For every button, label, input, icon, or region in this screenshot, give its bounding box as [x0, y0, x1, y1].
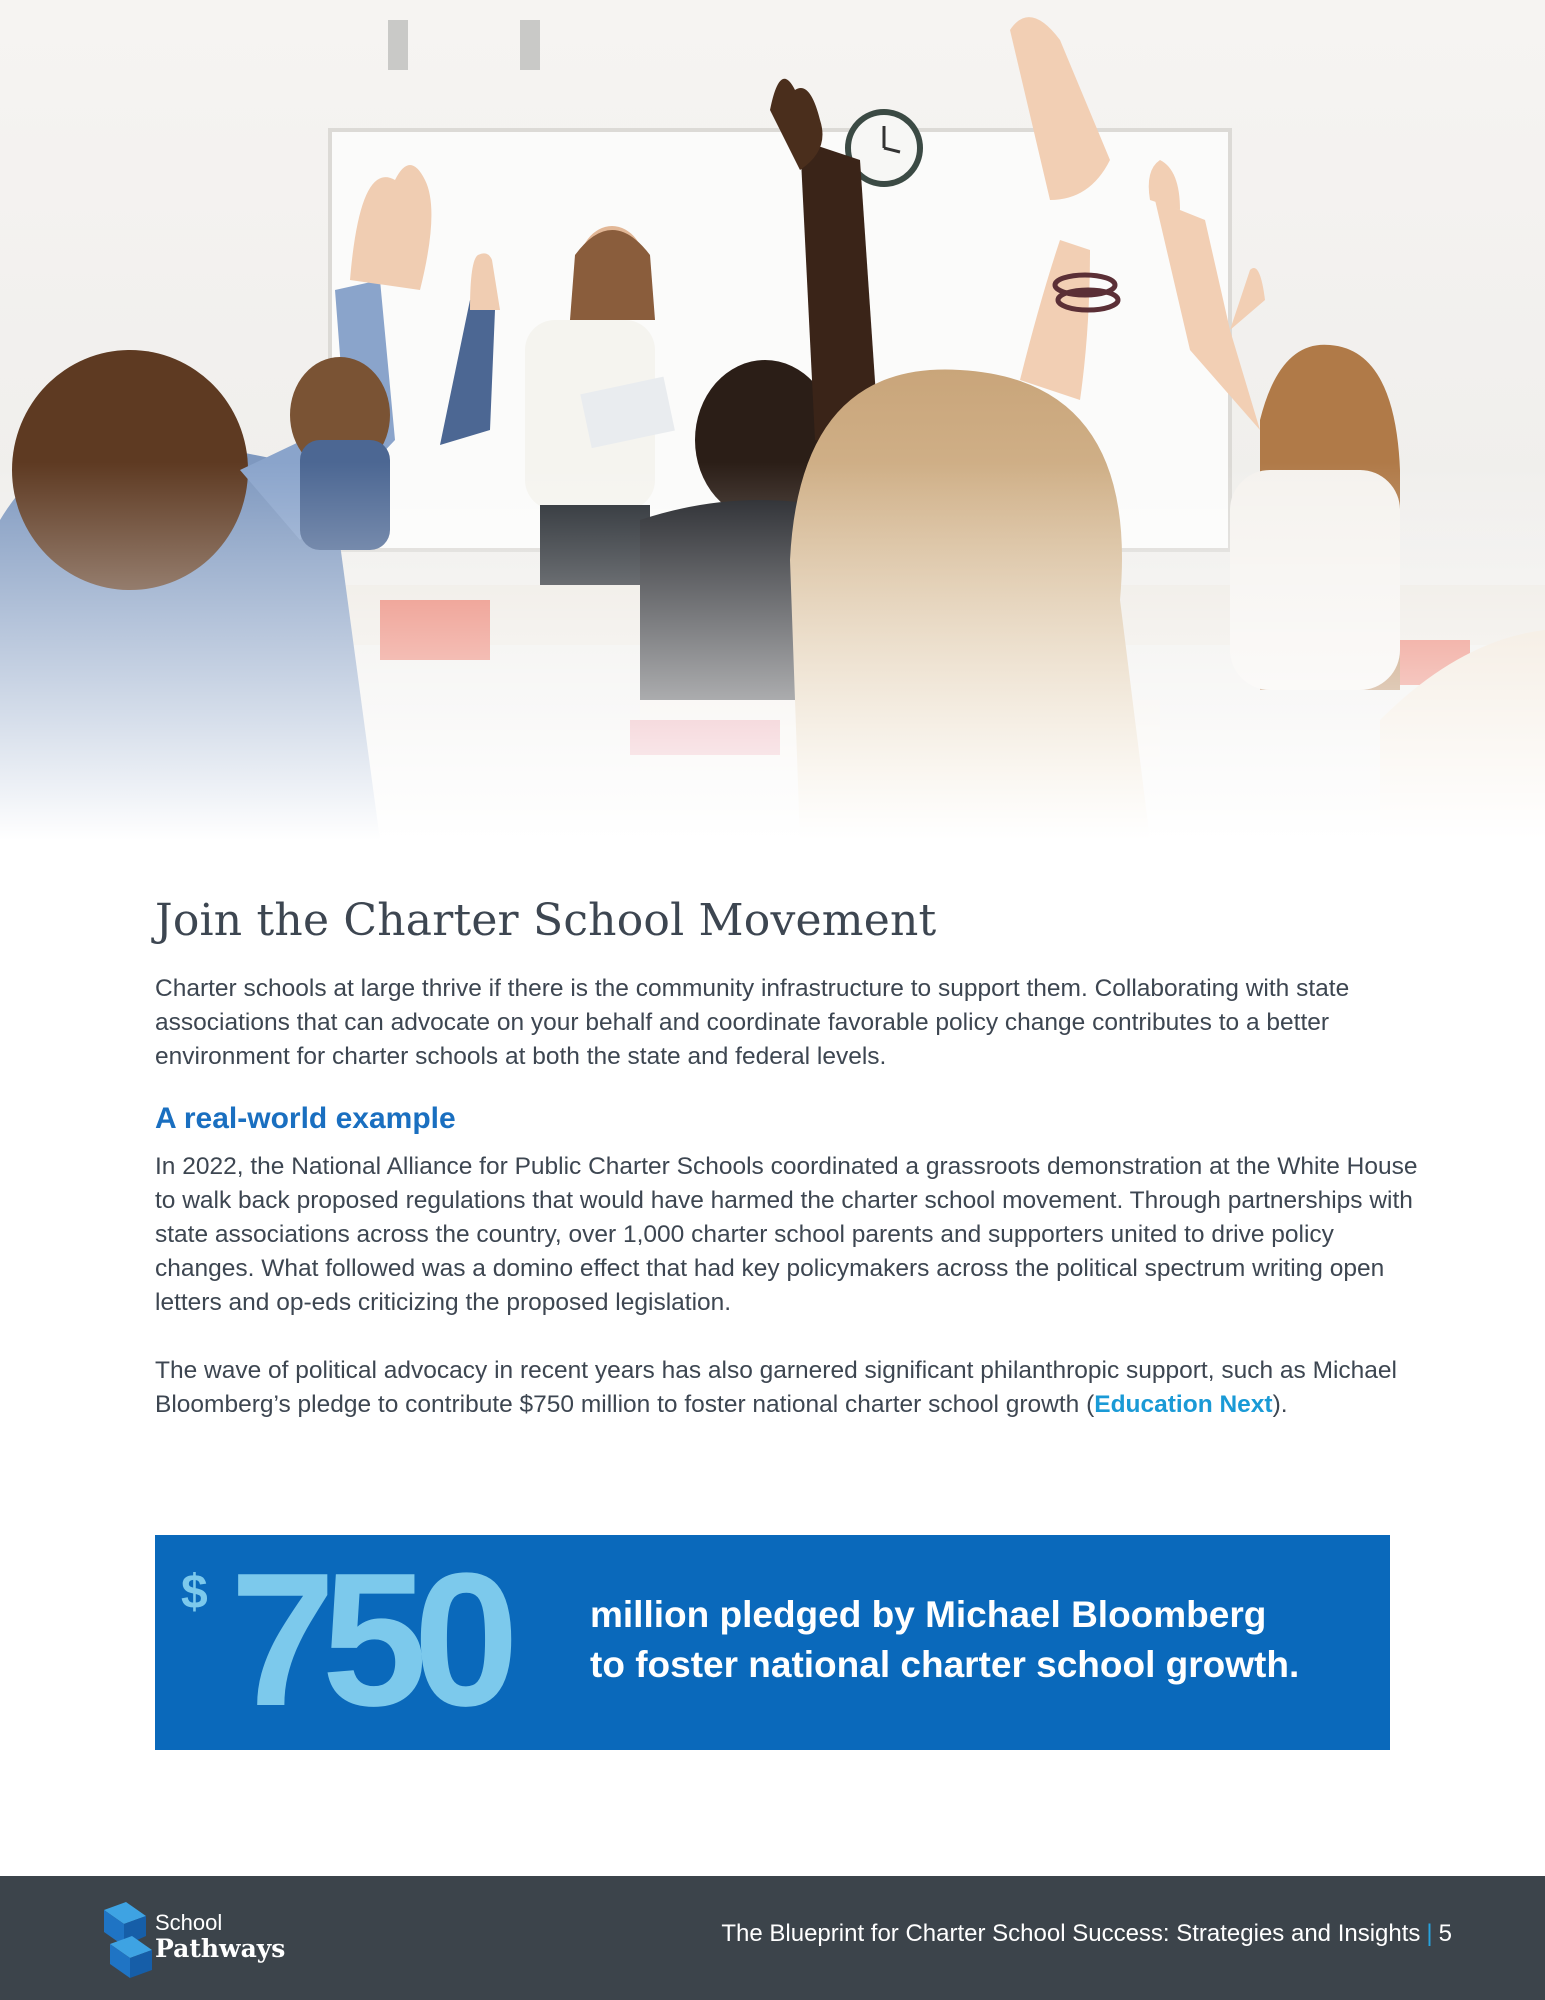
- currency-symbol: $: [181, 1566, 208, 1619]
- section-heading: A real-world example: [155, 1102, 456, 1135]
- advocacy-text: The wave of political advocacy in recent years has also garnered significant philanthropic support, such as Michael Bloomberg’s pledge to contribute $750 million to foster national charter school growth (: [155, 1357, 1397, 1418]
- pledge-description: [590, 1590, 1299, 1690]
- logo-text-school: School: [155, 1910, 223, 1935]
- logo-text-pathways: Pathways: [155, 1934, 286, 1963]
- document-title: The Blueprint for Charter School Success: Strategies and Insights: [721, 1920, 1421, 1947]
- page-footer: [0, 1876, 1545, 2000]
- page-number: 5: [1438, 1920, 1452, 1947]
- school-pathways-logo: [100, 1900, 300, 1980]
- pledge-amount: 750: [230, 1534, 506, 1746]
- logo-mark-icon: [100, 1900, 156, 1980]
- advocacy-paragraph: [155, 1354, 1425, 1422]
- example-paragraph: In 2022, the National Alliance for Public Charter Schools coordinated a grassroots demonstration at the White House to walk back proposed regulations that would have harmed the charter school movement. Through partnerships with state associations across the country, over 1,000 charter school parents and supporters united to drive policy changes. What followed was a domino effect that had key policymakers across the political spectrum writing open letters and op-eds criticizing the proposed legislation.: [155, 1153, 1418, 1316]
- classroom-illustration: [0, 0, 1545, 840]
- pledge-callout: [155, 1535, 1390, 1750]
- intro-paragraph: Charter schools at large thrive if there is the community infrastructure to support them. Collaborating with state associations that can advocate on your behalf and coordinate favorable policy change contributes to a better environment for charter schools at both the state and federal levels.: [155, 975, 1350, 1070]
- footer-separator: |: [1426, 1920, 1433, 1947]
- pledge-line-1: million pledged by Michael Bloomberg: [590, 1594, 1267, 1635]
- pledge-line-2: to foster national charter school growth.: [590, 1644, 1300, 1685]
- article: [155, 895, 1425, 1422]
- page-title: Join the Charter School Movement: [155, 895, 937, 946]
- footer-document-title: [721, 1920, 1452, 1948]
- hero-image: [0, 0, 1545, 840]
- education-next-link[interactable]: Education Next: [1094, 1391, 1273, 1418]
- advocacy-text-end: ).: [1272, 1391, 1288, 1418]
